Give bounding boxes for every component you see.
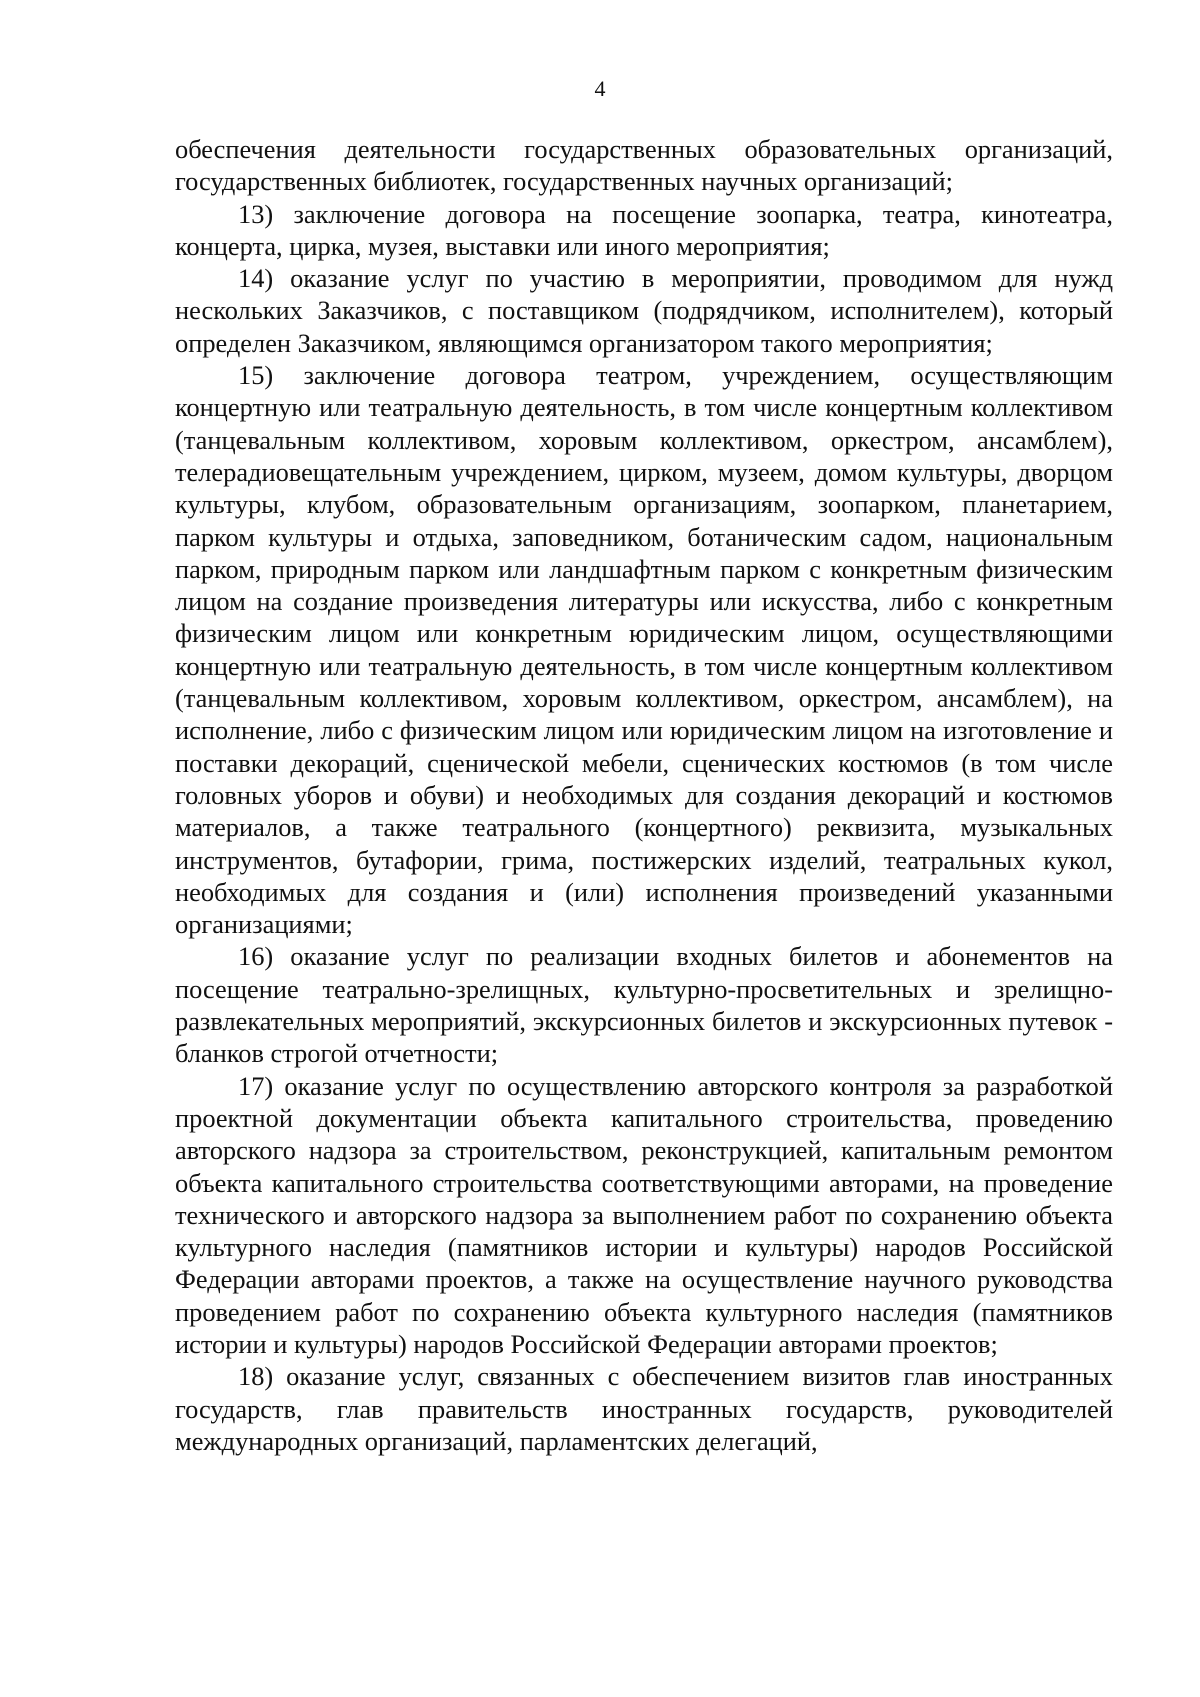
document-body <box>175 133 1113 1457</box>
paragraph-continuation: обеспечения деятельности государственных образовательных организаций, государственных библиотек, государственных научных организаций; <box>175 134 1113 197</box>
paragraph-item-18: 18) оказание услуг, связанных с обеспечением визитов глав иностранных государств, глав правительств иностранных государств, руководителей международных организаций, парламентских делегаций, <box>175 1361 1113 1456</box>
paragraph-item-16: 16) оказание услуг по реализации входных билетов и абонементов на посещение театрально-зрелищных, культурно-просветительных и зрелищно-развлекательных мероприятий, экскурсионных билетов и экскурсионных путевок - бланков строгой отчетности; <box>175 941 1113 1069</box>
paragraph-item-15: 15) заключение договора театром, учреждением, осуществляющим концертную или театральную деятельность, в том числе концертным коллективом (танцевальным коллективом, хоровым коллективом, оркестром, ансамблем), телерадиовещательным учреждением, цирком, музеем, домом культуры, дворцом культуры, клубом, образовательным организациям, зоопарком, планетарием, парком культуры и отдыха, заповедником, ботаническим садом, национальным парком, природным парком или ландшафтным парком с конкретным физическим лицом на создание произведения литературы или искусства, либо с конкретным физическим лицом или конкретным юридическим лицом, осуществляющими концертную или театральную деятельность, в том числе концертным коллективом (танцевальным коллективом, хоровым коллективом, оркестром, ансамблем), на исполнение, либо с физическим лицом или юридическим лицом на изготовление и поставки декораций, сценической мебели, сценических костюмов (в том числе головных уборов и обуви) и необходимых для создания декораций и костюмов материалов, а также театрального (концертного) реквизита, музыкальных инструментов, бутафории, грима, постижерских изделий, театральных кукол, необходимых для создания и (или) исполнения произведений указанными организациями; <box>175 360 1113 940</box>
paragraph-item-13: 13) заключение договора на посещение зоопарка, театра, кинотеатра, концерта, цирка, музея, выставки или иного мероприятия; <box>175 198 1113 261</box>
paragraph-item-14: 14) оказание услуг по участию в мероприятии, проводимом для нужд нескольких Заказчиков, с поставщиком (подрядчиком, исполнителем), который определен Заказчиком, являющимся организатором такого мероприятия; <box>175 263 1113 358</box>
paragraph-item-17: 17) оказание услуг по осуществлению авторского контроля за разработкой проектной документации объекта капитального строительства, проведению авторского надзора за строительством, реконструкцией, капитальным ремонтом объекта капитального строительства соответствующими авторами, на проведение технического и авторского надзора за выполнением работ по сохранению объекта культурного наследия (памятников истории и культуры) народов Российской Федерации авторами проектов, а также на осуществление научного руководства проведением работ по сохранению объекта культурного наследия (памятников истории и культуры) народов Российской Федерации авторами проектов; <box>175 1070 1113 1359</box>
page-number: 4 <box>594 76 606 101</box>
